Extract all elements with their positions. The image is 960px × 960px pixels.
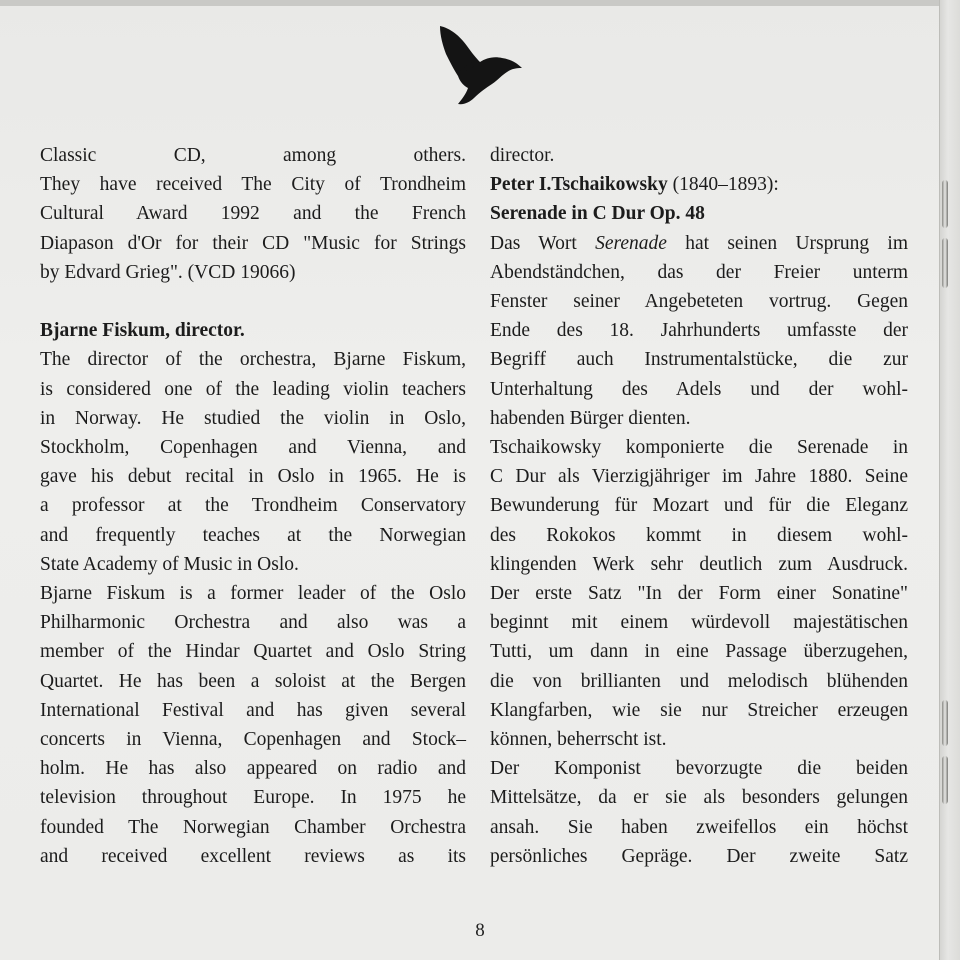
text-line: by Edvard Grieg". (VCD 19066) xyxy=(40,261,296,283)
text-line: and received excellent reviews as its xyxy=(40,845,466,867)
text-line: persönliches Gepräge. Der zweite Satz xyxy=(490,845,908,867)
text-line: They have received The City of Trondheim xyxy=(40,174,466,196)
text-line: Klangfarben, wie sie nur Streicher erzeugen xyxy=(490,699,908,721)
text-line: Unterhaltung des Adels und der wohl- xyxy=(490,378,908,400)
text-fragment: hat seinen Ursprung im xyxy=(666,232,908,254)
text-line: The director of the orchestra, Bjarne Fiskum, xyxy=(40,349,466,371)
text-line: gave his debut recital in Oslo in 1965. He is xyxy=(40,466,466,488)
text-line: Fenster seiner Angebeteten vortrug. Gegen xyxy=(490,291,908,313)
text-line: Abendständchen, das der Freier unterm xyxy=(490,261,908,283)
text-line: beginnt mit einem würdevoll majestätischen xyxy=(490,612,908,634)
page-number: 8 xyxy=(475,920,485,941)
text-line: die von brillianten und melodisch blühenden xyxy=(490,670,908,692)
text-line: ansah. Sie haben zweifellos ein höchst xyxy=(490,816,908,838)
text-line: Philharmonic Orchestra and also was a xyxy=(40,612,466,634)
staple-bottom-lower xyxy=(942,756,948,804)
text-line: Tschaikowsky komponierte die Serenade in xyxy=(490,437,908,459)
text-line: in Norway. He studied the violin in Oslo, xyxy=(40,407,466,429)
text-line: television throughout Europe. In 1975 he xyxy=(40,787,466,809)
page-right-edge xyxy=(939,0,960,960)
text-line: Begriff auch Instrumentalstücke, die zur xyxy=(490,349,908,371)
text-line: Quartet. He has been a soloist at the Bergen xyxy=(40,670,466,692)
text-line: International Festival and has given several xyxy=(40,699,466,721)
text-line: Classic CD, among others. xyxy=(40,145,466,166)
composer-name: Peter I.Tschaikowsky xyxy=(490,174,668,196)
blank-line xyxy=(40,287,466,316)
text-line: Mittelsätze, da er sie als besonders gelungen xyxy=(490,787,908,809)
text-line: können, beherrscht ist. xyxy=(490,729,667,751)
text-line: State Academy of Music in Oslo. xyxy=(40,553,299,575)
left-column xyxy=(40,141,466,871)
right-column xyxy=(490,141,908,871)
staple-top xyxy=(942,180,948,228)
work-heading: Serenade in C Dur Op. 48 xyxy=(490,203,705,225)
text-line: Cultural Award 1992 and the French xyxy=(40,203,466,225)
text-line: des Rokokos kommt in diesem wohl- xyxy=(490,524,908,546)
text-line: klingenden Werk sehr deutlich zum Ausdruck. xyxy=(490,553,908,575)
text-line: is considered one of the leading violin teachers xyxy=(40,378,466,400)
text-line: Tutti, um dann in eine Passage überzugehen, xyxy=(490,641,908,663)
section-heading: Bjarne Fiskum, director. xyxy=(40,320,245,342)
text-line: founded The Norwegian Chamber Orchestra xyxy=(40,816,466,838)
text-line: Bjarne Fiskum is a former leader of the Oslo xyxy=(40,583,466,605)
text-line: habenden Bürger dienten. xyxy=(490,407,691,429)
italic-word: Serenade xyxy=(595,232,667,254)
bird-logo-icon xyxy=(434,22,526,108)
text-line: director. xyxy=(490,145,555,166)
staple-bottom xyxy=(942,700,948,746)
text-line: Stockholm, Copenhagen and Vienna, and xyxy=(40,437,466,459)
text-line: Der Komponist bevorzugte die beiden xyxy=(490,758,908,780)
text-line: and frequently teaches at the Norwegian xyxy=(40,524,466,546)
text-line: holm. He has also appeared on radio and xyxy=(40,758,466,780)
text-line xyxy=(490,229,908,258)
text-line: C Dur als Vierzigjähriger im Jahre 1880. Seine xyxy=(490,466,908,488)
staple-top-lower xyxy=(942,238,948,288)
text-line: member of the Hindar Quartet and Oslo String xyxy=(40,641,466,663)
page-top-edge xyxy=(0,0,960,6)
text-line: Der erste Satz "In der Form einer Sonatine" xyxy=(490,583,908,605)
text-line: a professor at the Trondheim Conservatory xyxy=(40,495,466,517)
text-line: Bewunderung für Mozart und für die Eleganz xyxy=(490,495,908,517)
composer-heading xyxy=(490,170,908,199)
text-line: Ende des 18. Jahrhunderts umfasste der xyxy=(490,320,908,342)
text-line: Diapason d'Or for their CD "Music for Strings xyxy=(40,232,466,254)
composer-years: (1840–1893): xyxy=(667,174,779,196)
text-line: concerts in Vienna, Copenhagen and Stock– xyxy=(40,729,466,751)
text-fragment: Das Wort xyxy=(490,232,596,254)
